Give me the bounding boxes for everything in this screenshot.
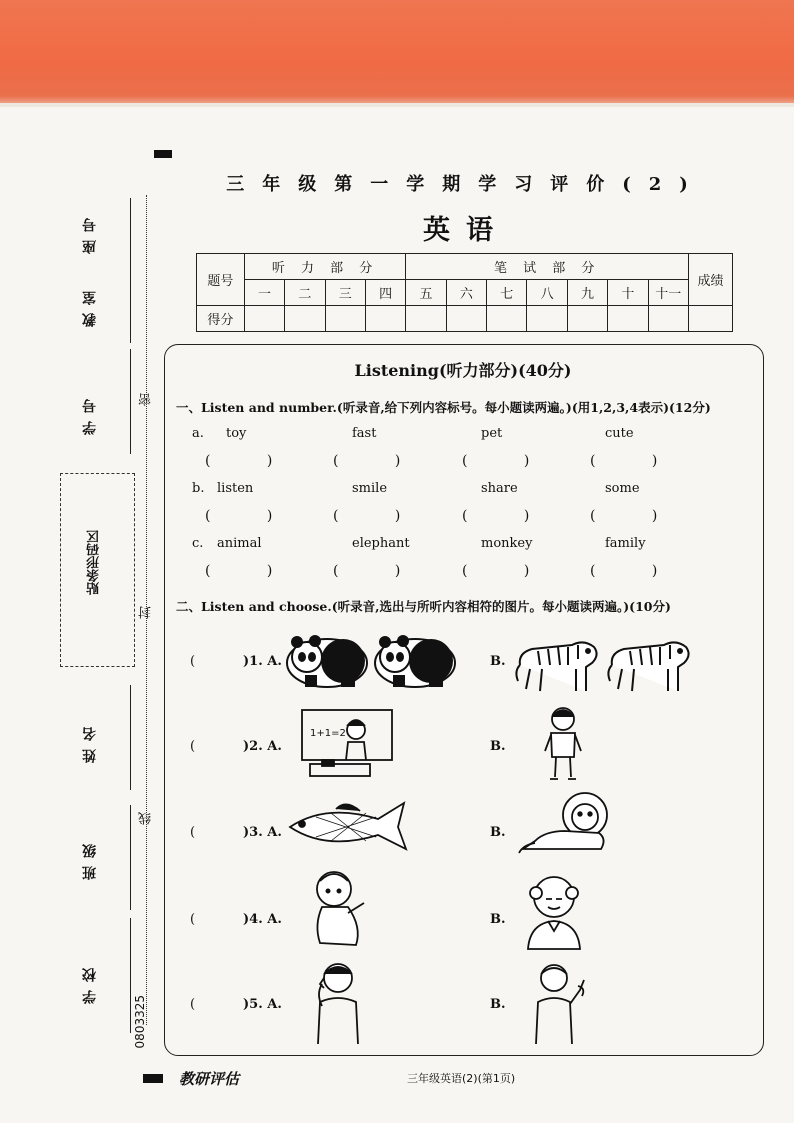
- score-cell[interactable]: [285, 306, 325, 332]
- boy-picture: [538, 703, 588, 783]
- answer-blank[interactable]: ( ): [462, 453, 556, 469]
- answer-blank[interactable]: (: [190, 825, 196, 840]
- tiger-icon: [608, 642, 688, 691]
- seal-char-xian: 线: [139, 812, 154, 825]
- answer-blank[interactable]: ( ): [462, 563, 556, 579]
- word-item: monkey: [481, 536, 533, 551]
- answer-blank[interactable]: ( ): [590, 563, 684, 579]
- word-item: family: [605, 536, 646, 551]
- row-label: 题号: [197, 254, 245, 306]
- panda-icon: [375, 635, 455, 687]
- word-item: some: [605, 481, 640, 496]
- word-item: smile: [352, 481, 388, 496]
- question-number: 十一: [648, 280, 688, 306]
- question-number: 十: [608, 280, 648, 306]
- exam-title: 三年级第一学期学习评价(2): [226, 174, 706, 195]
- listening-header: 听 力 部 分: [244, 254, 406, 280]
- seat-label: 座号: [82, 210, 98, 254]
- boy-icon: [545, 708, 581, 779]
- answer-blank[interactable]: (: [190, 654, 196, 669]
- question-number-option-a: )2. A.: [243, 739, 282, 754]
- binding-line: [130, 918, 131, 1033]
- boy-waving-picture: [530, 960, 590, 1046]
- position-mark-bottom: [143, 1074, 163, 1083]
- tiger-icon: [516, 642, 596, 691]
- question-2-heading: 二、Listen and choose.(听录音,选出与所听内容相符的图片。每小题读两遍。)(10分): [176, 599, 671, 614]
- option-b-label: B.: [490, 825, 506, 840]
- score-cell[interactable]: [527, 306, 567, 332]
- classroom-label: 教室: [82, 283, 98, 327]
- paper-code: 0803325: [133, 995, 147, 1049]
- question-number: 五: [406, 280, 446, 306]
- row-letter: c.: [192, 536, 204, 551]
- total-header: 成绩: [688, 254, 732, 306]
- orange-tape: [0, 0, 794, 103]
- binding-line: [130, 805, 131, 910]
- word-item: share: [481, 481, 518, 496]
- row-letter: a.: [192, 426, 204, 441]
- question-number: 八: [527, 280, 567, 306]
- word-item: fast: [352, 426, 377, 441]
- boy-waving-icon: [536, 965, 584, 1044]
- answer-blank[interactable]: ( ): [333, 453, 427, 469]
- word-item: cute: [605, 426, 634, 441]
- fish-picture: [286, 797, 410, 855]
- score-cell[interactable]: [446, 306, 486, 332]
- option-b-label: B.: [490, 739, 506, 754]
- question-number: 六: [446, 280, 486, 306]
- student-id-label: 学号: [82, 391, 98, 435]
- word-item: animal: [217, 536, 262, 551]
- tiger-picture: [512, 625, 692, 697]
- total-score-cell[interactable]: [688, 306, 732, 332]
- lion-icon: [519, 793, 607, 853]
- grandfather-icon: [528, 877, 580, 949]
- binding-line: [130, 349, 131, 454]
- option-b-label: B.: [490, 997, 506, 1012]
- school-label: 学校: [82, 960, 98, 1004]
- question-number: 九: [567, 280, 607, 306]
- answer-blank[interactable]: ( ): [205, 563, 299, 579]
- lion-picture: [515, 787, 611, 859]
- question-number-option-a: )3. A.: [243, 825, 282, 840]
- score-cell[interactable]: [487, 306, 527, 332]
- answer-blank[interactable]: ( ): [205, 453, 299, 469]
- score-table: [196, 253, 733, 332]
- option-b-label: B.: [490, 912, 506, 927]
- position-mark-top: [154, 150, 172, 158]
- seal-char-mi: 密: [139, 393, 154, 406]
- question-number-option-a: )4. A.: [243, 912, 282, 927]
- baby-picture: [308, 865, 372, 955]
- teacher-picture: [300, 708, 395, 780]
- score-cell[interactable]: [648, 306, 688, 332]
- score-label: 得分: [197, 306, 245, 332]
- answer-blank[interactable]: (: [190, 997, 196, 1012]
- baby-icon: [317, 872, 364, 945]
- subject-title: 英语: [423, 215, 509, 246]
- listening-section-title: Listening(听力部分)(40分): [354, 361, 572, 380]
- barcode-area-label: 贴条形码区: [87, 530, 102, 595]
- boy-phone-icon: [318, 964, 358, 1044]
- answer-blank[interactable]: (: [190, 912, 196, 927]
- grandfather-picture: [522, 871, 586, 951]
- score-cell[interactable]: [244, 306, 284, 332]
- publisher-label: 教研评估: [179, 1070, 240, 1088]
- score-cell[interactable]: [365, 306, 405, 332]
- listening-section-frame: [164, 344, 764, 1056]
- option-b-label: B.: [490, 654, 506, 669]
- score-cell[interactable]: [406, 306, 446, 332]
- score-cell[interactable]: [325, 306, 365, 332]
- paper-edge: [0, 103, 794, 107]
- answer-blank[interactable]: ( ): [205, 508, 299, 524]
- answer-blank[interactable]: ( ): [462, 508, 556, 524]
- word-item: listen: [217, 481, 254, 496]
- question-number-option-a: )5. A.: [243, 997, 282, 1012]
- page-number: 三年级英语(2)(第1页): [407, 1072, 516, 1085]
- word-item: elephant: [352, 536, 410, 551]
- question-number: 二: [285, 280, 325, 306]
- name-label: 姓名: [82, 719, 98, 763]
- boy-phone-picture: [312, 960, 368, 1046]
- writing-header: 笔 试 部 分: [406, 254, 689, 280]
- panda-icon: [287, 635, 367, 687]
- binding-line: [130, 198, 131, 343]
- question-number: 七: [487, 280, 527, 306]
- binding-line: [130, 685, 131, 790]
- question-number-option-a: )1. A.: [243, 654, 282, 669]
- score-cell[interactable]: [567, 306, 607, 332]
- word-item: toy: [226, 426, 247, 441]
- word-item: pet: [481, 426, 503, 441]
- seal-char-feng: 封: [139, 606, 154, 619]
- class-label: 班级: [82, 836, 98, 880]
- question-1-heading: 一、Listen and number.(听录音,给下列内容标号。每小题读两遍。)(用1,2,3,4表示)(12分): [176, 400, 711, 415]
- board-text: 1+1=2: [310, 728, 346, 739]
- answer-blank[interactable]: ( ): [333, 508, 427, 524]
- question-number: 四: [365, 280, 405, 306]
- answer-blank[interactable]: ( ): [333, 563, 427, 579]
- answer-blank[interactable]: ( ): [590, 508, 684, 524]
- answer-blank[interactable]: (: [190, 739, 196, 754]
- panda-picture: [285, 627, 460, 689]
- question-number: 一: [244, 280, 284, 306]
- question-number: 三: [325, 280, 365, 306]
- fish-icon: [290, 803, 406, 849]
- answer-blank[interactable]: ( ): [590, 453, 684, 469]
- teacher-icon: [302, 710, 392, 776]
- row-letter: b.: [192, 481, 205, 496]
- score-cell[interactable]: [608, 306, 648, 332]
